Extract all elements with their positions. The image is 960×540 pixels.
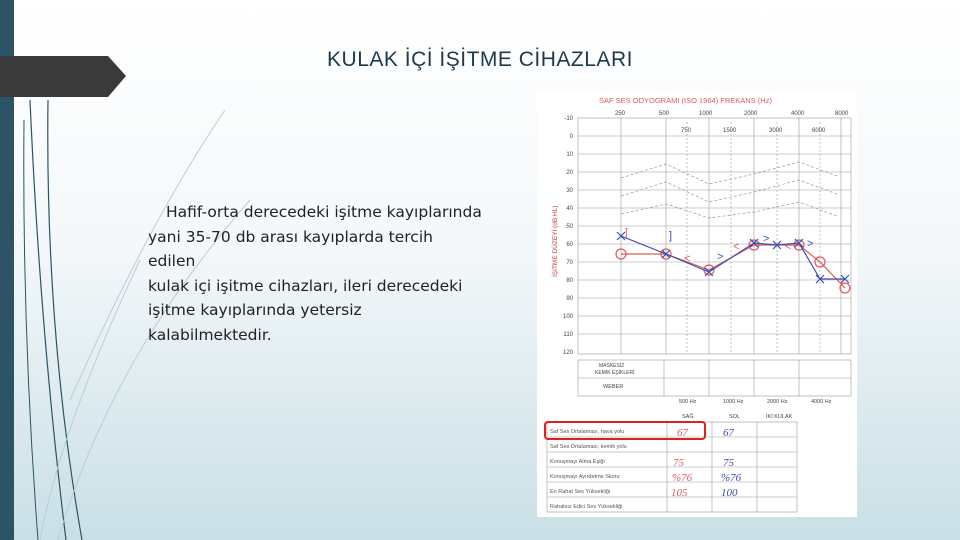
svg-text:<: < [733, 241, 740, 253]
svg-text:>: > [717, 251, 724, 263]
row-label: Saf Ses Ortalaması, hava yolu [550, 429, 625, 435]
right-value: 75 [673, 457, 684, 469]
freq-label: 2000 [744, 111, 758, 117]
y-tick: 50 [566, 224, 573, 230]
masking-label: KEMİK EŞİKLERİ [595, 370, 635, 376]
body-line: kulak içi işitme cihazları, ileri derecedeki [148, 276, 463, 295]
y-tick: 10 [566, 152, 573, 158]
deco-line [24, 120, 38, 540]
bottom-freq: 500 Hz [679, 399, 697, 405]
deco-line [48, 100, 82, 540]
col-header: SAĞ [682, 414, 694, 420]
y-tick: 40 [566, 206, 573, 212]
y-tick: 70 [566, 260, 573, 266]
y-tick: 80 [566, 278, 573, 284]
weber-label: WEBER [603, 384, 624, 390]
y-tick: 60 [566, 242, 573, 248]
body-line: işitme kayıplarında yetersiz [148, 301, 362, 319]
masking-label: MASKESİZ [599, 363, 625, 369]
freq-label: 4000 [791, 111, 805, 117]
right-value: %76 [672, 472, 693, 484]
y-tick: 100 [562, 314, 573, 320]
row-label: Konuşmayı Ayırdetme Skoru [550, 474, 620, 480]
row-label: Konuşmayı Alma Eşiği [550, 459, 605, 465]
body-line: yani 35-70 db arası kayıplarda tercih [148, 227, 433, 246]
left-value: 75 [723, 457, 734, 469]
freq-label: 500 [659, 111, 670, 117]
row-label: En Rahat Ses Yüksekliği [550, 489, 611, 495]
body-line: edilen [148, 252, 196, 270]
y-tick: 120 [562, 350, 573, 356]
svg-text:>: > [763, 233, 770, 245]
slide-title: KULAK İÇİ İŞİTME CİHAZLARI [327, 48, 633, 71]
bottom-freq: 2000 Hz [767, 399, 788, 405]
y-tick: 110 [563, 332, 573, 338]
y-tick: 20 [566, 170, 573, 176]
freq-label: 1000 [699, 111, 713, 117]
freq-label: 3000 [769, 128, 783, 134]
left-value: %76 [721, 472, 742, 484]
body-text [148, 200, 528, 347]
svg-text:[: [ [625, 227, 629, 239]
right-value: 105 [671, 487, 688, 499]
audiogram-image [537, 92, 857, 517]
svg-text:]: ] [669, 230, 673, 242]
y-tick: -10 [564, 116, 573, 122]
y-axis-label: İŞİTME DÜZEYİ (dB HL) [552, 205, 559, 277]
bottom-freq: 1000 Hz [723, 399, 744, 405]
audiogram-header: SAF SES ODYOGRAMI (ISO 1964) FREKANS (Hz) [599, 96, 772, 105]
freq-label: 6000 [812, 128, 826, 134]
header-tab [0, 56, 126, 97]
body-line: kalabilmektedir. [148, 325, 272, 344]
col-header: İKİ KULAK [766, 414, 793, 420]
col-header: SOL [729, 414, 741, 420]
svg-text:<: < [684, 253, 691, 265]
left-value: 67 [723, 427, 734, 439]
body-line: Hafif-orta derecedeki işitme kayıplarında [166, 203, 482, 221]
freq-label: 250 [615, 111, 626, 117]
row-label: Saf Ses Ortalaması, kemik yolu [550, 444, 627, 450]
bottom-freq: 4000 Hz [811, 399, 832, 405]
freq-label: 750 [681, 128, 692, 134]
y-tick: 90 [566, 296, 573, 302]
y-tick: 30 [566, 188, 573, 194]
svg-text:<: < [785, 241, 792, 253]
right-value: 67 [677, 427, 688, 439]
left-value: 100 [721, 487, 738, 499]
svg-text:>: > [807, 238, 814, 250]
freq-label: 1500 [723, 128, 737, 134]
freq-label: 8000 [835, 111, 849, 117]
row-label: Rahatsız Edici Ses Yüksekliği [550, 504, 623, 510]
deco-line [40, 260, 140, 540]
y-tick: 0 [569, 134, 573, 140]
